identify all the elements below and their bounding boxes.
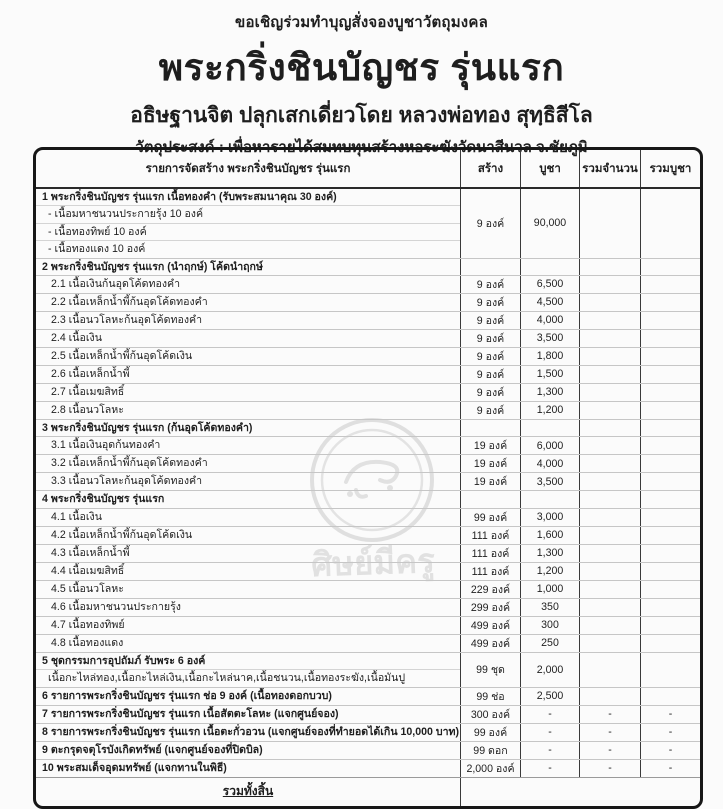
table-row <box>36 259 700 276</box>
total-price-cell <box>640 581 700 598</box>
create-cell: 99 องค์ <box>460 509 520 526</box>
price-cell <box>520 259 579 275</box>
price-cell: 3,000 <box>520 509 579 526</box>
item-text: 2.7 เนื้อเมฆสิทธิ์ <box>51 385 125 398</box>
price-cell: 6,500 <box>520 276 579 293</box>
watermark-text: ศิษย์มีครู <box>310 541 436 584</box>
item-text: เนื้อกะไหล่ทอง,เนื้อกะไหล่เงิน,เนื้อกะไหล่นาค,เนื้อชนวน,เนื้อทองระฆัง,เนื้อมันปู <box>36 669 460 686</box>
item-cell <box>36 455 460 472</box>
total-price-cell <box>640 189 700 258</box>
table-header-row <box>36 150 700 189</box>
total-qty-cell <box>579 437 640 454</box>
item-cell <box>36 545 460 562</box>
item-text: 5 ชุดกรรมการอุปถัมภ์ รับพระ 6 องค์ <box>42 654 206 667</box>
item-text: 1 พระกริ่งชินบัญชร รุ่นแรก เนื้อทองคำ (รับพระสมนาคุณ 30 องค์) <box>42 191 337 203</box>
total-price-cell: - <box>640 724 700 741</box>
total-price-cell <box>640 437 700 454</box>
total-qty-cell <box>579 491 640 507</box>
table-row <box>36 330 700 348</box>
item-cell <box>36 563 460 580</box>
item-text: 2.3 เนื้อนวโลหะก้นอุดโค้ดทองคำ <box>51 313 203 326</box>
total-price-cell <box>640 259 700 275</box>
item-cell <box>36 189 460 258</box>
create-cell <box>460 420 520 436</box>
total-qty-cell <box>579 348 640 365</box>
total-price-cell <box>640 276 700 293</box>
item-text: 4.3 เนื้อเหล็กน้ำพี้ <box>51 546 130 559</box>
total-price-cell <box>640 599 700 616</box>
item-text: 3.2 เนื้อเหล็กน้ำพี้ก้นอุดโค้ดทองคำ <box>51 457 208 470</box>
item-text: 6 รายการพระกริ่งชินบัญชร รุ่นแรก ช่อ 9 องค์ (เนื้อทองดอกบวบ) <box>42 689 332 702</box>
item-cell <box>36 599 460 616</box>
total-qty-cell: - <box>579 742 640 759</box>
table-row <box>36 724 700 742</box>
create-cell: 9 องค์ <box>460 276 520 293</box>
total-price-cell <box>640 527 700 544</box>
create-cell: 499 องค์ <box>460 617 520 634</box>
item-cell <box>36 312 460 329</box>
item-text: 3.1 เนื้อเงินอุดก้นทองคำ <box>51 439 161 452</box>
page-title: พระกริ่งชินบัญชร รุ่นแรก <box>158 47 565 88</box>
col-header-create: สร้าง <box>460 150 520 187</box>
col-header-total-qty: รวมจำนวน <box>579 150 640 187</box>
create-cell: 99 ดอก <box>460 742 520 759</box>
create-cell: 9 องค์ <box>460 312 520 329</box>
price-cell: 2,000 <box>520 653 579 687</box>
total-qty-cell <box>579 688 640 705</box>
price-cell: 1,300 <box>520 545 579 562</box>
total-qty-cell <box>579 509 640 526</box>
col-header-total-price: รวมบูชา <box>640 150 700 187</box>
item-cell <box>36 259 460 275</box>
price-cell: 1,200 <box>520 402 579 419</box>
item-text: 2 พระกริ่งชินบัญชร รุ่นแรก (นำฤกษ์) โค้ดนำฤกษ์ <box>42 260 263 273</box>
price-cell: - <box>520 724 579 741</box>
item-text: 4.8 เนื้อทองแดง <box>51 636 124 649</box>
total-qty-cell <box>579 189 640 258</box>
create-cell <box>460 259 520 275</box>
item-text: - เนื้อทองทิพย์ 10 องค์ <box>36 223 460 240</box>
document-heading <box>0 10 723 159</box>
total-qty-cell <box>579 653 640 687</box>
item-text: 2.5 เนื้อเหล็กน้ำพี้ก้นอุดโค้ดเงิน <box>51 349 193 362</box>
item-cell <box>36 366 460 383</box>
item-text: 4.6 เนื้อมหาชนวนประกายรุ้ง <box>51 600 181 613</box>
create-cell: 19 องค์ <box>460 473 520 490</box>
total-price-cell <box>640 455 700 472</box>
total-qty-cell: - <box>579 760 640 777</box>
create-cell: 99 ช่อ <box>460 688 520 705</box>
item-cell <box>36 724 460 741</box>
total-price-cell <box>640 491 700 507</box>
price-cell: 3,500 <box>520 473 579 490</box>
create-cell <box>460 491 520 507</box>
total-price-cell <box>640 653 700 687</box>
item-text: 2.1 เนื้อเงินก้นอุดโค้ดทองคำ <box>51 277 181 290</box>
total-price-cell <box>640 402 700 419</box>
create-cell: 9 องค์ <box>460 384 520 401</box>
item-text: 2.2 เนื้อเหล็กน้ำพี้ก้นอุดโค้ดทองคำ <box>51 295 208 308</box>
total-qty-cell <box>579 563 640 580</box>
price-cell: 1,000 <box>520 581 579 598</box>
item-text: 4.1 เนื้อเงิน <box>51 510 102 523</box>
create-cell: 99 องค์ <box>460 724 520 741</box>
total-qty-cell: - <box>579 706 640 723</box>
create-cell: 499 องค์ <box>460 635 520 652</box>
create-cell: 299 องค์ <box>460 599 520 616</box>
table-row <box>36 276 700 294</box>
total-price-cell <box>640 348 700 365</box>
price-cell: - <box>520 742 579 759</box>
table-row <box>36 706 700 724</box>
table-row <box>36 509 700 527</box>
total-price-cell <box>640 635 700 652</box>
total-price-cell <box>640 294 700 311</box>
item-text: 3.3 เนื้อนวโลหะก้นอุดโค้ดทองคำ <box>51 475 203 488</box>
create-cell: 300 องค์ <box>460 706 520 723</box>
item-cell <box>36 402 460 419</box>
total-qty-cell: - <box>579 724 640 741</box>
price-cell: 4,000 <box>520 312 579 329</box>
item-text: 4 พระกริ่งชินบัญชร รุ่นแรก <box>42 493 165 506</box>
item-text: 3 พระกริ่งชินบัญชร รุ่นแรก (ก้นอุดโค้ดทองคำ) <box>42 421 253 434</box>
order-table-body <box>36 189 700 777</box>
item-text: 8 รายการพระกริ่งชินบัญชร รุ่นแรก เนื้อตะกั่วอวน (แจกศูนย์จองที่ทำยอดได้เกิน 10,000 บาท) <box>42 725 460 738</box>
price-cell: 1,300 <box>520 384 579 401</box>
item-cell <box>36 527 460 544</box>
total-price-cell <box>640 617 700 634</box>
price-cell: 300 <box>520 617 579 634</box>
item-cell <box>36 653 460 687</box>
total-qty-cell <box>579 294 640 311</box>
table-row <box>36 189 700 259</box>
total-price-cell <box>640 420 700 436</box>
item-text: 2.8 เนื้อนวโลหะ <box>51 403 124 416</box>
create-cell: 9 องค์ <box>460 294 520 311</box>
total-qty-cell <box>579 635 640 652</box>
item-text: 7 รายการพระกริ่งชินบัญชร รุ่นแรก เนื้อสัตตะโลหะ (แจกศูนย์จอง) <box>42 707 339 720</box>
table-row <box>36 366 700 384</box>
invite-line: ขอเชิญร่วมทำบุญสั่งจองบูชาวัตถุมงคล <box>235 14 488 31</box>
item-text: - เนื้อทองแดง 10 องค์ <box>36 240 460 257</box>
total-qty-cell <box>579 384 640 401</box>
item-cell <box>36 491 460 507</box>
table-row <box>36 437 700 455</box>
item-cell <box>36 276 460 293</box>
total-price-cell <box>640 545 700 562</box>
table-row <box>36 312 700 330</box>
table-row <box>36 581 700 599</box>
price-cell: 1,600 <box>520 527 579 544</box>
total-price-cell: - <box>640 760 700 777</box>
total-qty-cell <box>579 473 640 490</box>
table-row <box>36 760 700 777</box>
create-cell: 111 องค์ <box>460 563 520 580</box>
item-cell <box>36 437 460 454</box>
item-cell <box>36 509 460 526</box>
table-row <box>36 384 700 402</box>
total-price-cell: - <box>640 706 700 723</box>
total-price-cell <box>640 688 700 705</box>
item-text: 9 ตะกรุดจตุโรบังเกิดทรัพย์ (แจกศูนย์จองที่ปิดบิล) <box>42 743 263 756</box>
table-row <box>36 599 700 617</box>
item-cell <box>36 420 460 436</box>
total-qty-cell <box>579 276 640 293</box>
table-row <box>36 688 700 706</box>
item-cell <box>36 384 460 401</box>
item-cell <box>36 473 460 490</box>
table-row <box>36 742 700 760</box>
item-text: 4.2 เนื้อเหล็กน้ำพี้ก้นอุดโค้ดเงิน <box>51 528 193 541</box>
item-text: 2.4 เนื้อเงิน <box>51 331 102 344</box>
item-cell <box>36 635 460 652</box>
table-row <box>36 348 700 366</box>
col-header-price: บูชา <box>520 150 579 187</box>
item-cell <box>36 617 460 634</box>
total-qty-cell <box>579 599 640 616</box>
price-cell <box>520 491 579 507</box>
item-cell <box>36 742 460 759</box>
table-row <box>36 473 700 491</box>
col-header-items: รายการจัดสร้าง พระกริ่งชินบัญชร รุ่นแรก <box>145 162 351 175</box>
price-cell: 250 <box>520 635 579 652</box>
total-price-cell <box>640 563 700 580</box>
total-qty-cell <box>579 527 640 544</box>
table-row <box>36 617 700 635</box>
create-cell: 9 องค์ <box>460 348 520 365</box>
total-price-cell <box>640 384 700 401</box>
create-cell: 19 องค์ <box>460 437 520 454</box>
price-cell: 1,200 <box>520 563 579 580</box>
table-row <box>36 491 700 508</box>
table-row <box>36 635 700 653</box>
table-row <box>36 294 700 312</box>
total-qty-cell <box>579 545 640 562</box>
total-qty-cell <box>579 312 640 329</box>
item-cell <box>36 294 460 311</box>
table-row <box>36 653 700 688</box>
price-cell: 350 <box>520 599 579 616</box>
item-cell <box>36 348 460 365</box>
item-cell <box>36 760 460 777</box>
create-cell: 229 องค์ <box>460 581 520 598</box>
table-footer-row <box>36 777 700 806</box>
price-cell: 90,000 <box>520 189 579 258</box>
price-cell: 6,000 <box>520 437 579 454</box>
item-text: 2.6 เนื้อเหล็กน้ำพี้ <box>51 367 130 380</box>
create-cell: 99 ชุด <box>460 653 520 687</box>
create-cell: 9 องค์ <box>460 330 520 347</box>
item-text: - เนื้อมหาชนวนประกายรุ้ง 10 องค์ <box>36 205 460 222</box>
create-cell: 19 องค์ <box>460 455 520 472</box>
total-qty-cell <box>579 581 640 598</box>
item-cell <box>36 330 460 347</box>
price-cell <box>520 420 579 436</box>
total-qty-cell <box>579 455 640 472</box>
item-text: 4.4 เนื้อเมฆสิทธิ์ <box>51 564 125 577</box>
table-row <box>36 545 700 563</box>
create-cell: 9 องค์ <box>460 189 520 258</box>
item-text: 4.5 เนื้อนวโลหะ <box>51 582 124 595</box>
total-price-cell <box>640 509 700 526</box>
total-price-cell: - <box>640 742 700 759</box>
item-text: 10 พระสมเด็จอุดมทรัพย์ (แจกทานในพิธี) <box>42 761 227 774</box>
total-price-cell <box>640 366 700 383</box>
item-text: 4.7 เนื้อทองทิพย์ <box>51 618 125 631</box>
create-cell: 9 องค์ <box>460 402 520 419</box>
blessing-line: อธิษฐานจิต ปลุกเสกเดี่ยวโดย หลวงพ่อทอง สุทฺธิสีโล <box>130 104 593 127</box>
item-cell <box>36 581 460 598</box>
total-price-cell <box>640 473 700 490</box>
total-qty-cell <box>579 259 640 275</box>
price-cell: 2,500 <box>520 688 579 705</box>
price-cell: 3,500 <box>520 330 579 347</box>
grand-total-label: รวมทั้งสิ้น <box>222 784 274 799</box>
price-cell: 4,500 <box>520 294 579 311</box>
grand-total-value-cell <box>460 778 700 806</box>
item-cell <box>36 706 460 723</box>
table-row <box>36 402 700 420</box>
total-qty-cell <box>579 402 640 419</box>
create-cell: 2,000 องค์ <box>460 760 520 777</box>
create-cell: 9 องค์ <box>460 366 520 383</box>
price-cell: 1,800 <box>520 348 579 365</box>
item-cell <box>36 688 460 705</box>
table-row <box>36 563 700 581</box>
create-cell: 111 องค์ <box>460 545 520 562</box>
total-qty-cell <box>579 366 640 383</box>
price-cell: 4,000 <box>520 455 579 472</box>
table-row <box>36 527 700 545</box>
price-cell: 1,500 <box>520 366 579 383</box>
create-cell: 111 องค์ <box>460 527 520 544</box>
order-table <box>33 147 703 809</box>
total-qty-cell <box>579 330 640 347</box>
total-price-cell <box>640 312 700 329</box>
purpose-line: วัตถุประสงค์ : เพื่อหารายได้สมทบทุนสร้างหอระฆังวัดนาสีนวล จ.ชัยภูมิ <box>135 139 588 156</box>
total-qty-cell <box>579 420 640 436</box>
total-price-cell <box>640 330 700 347</box>
price-cell: - <box>520 760 579 777</box>
table-row <box>36 455 700 473</box>
table-row <box>36 420 700 437</box>
total-qty-cell <box>579 617 640 634</box>
price-cell: - <box>520 706 579 723</box>
